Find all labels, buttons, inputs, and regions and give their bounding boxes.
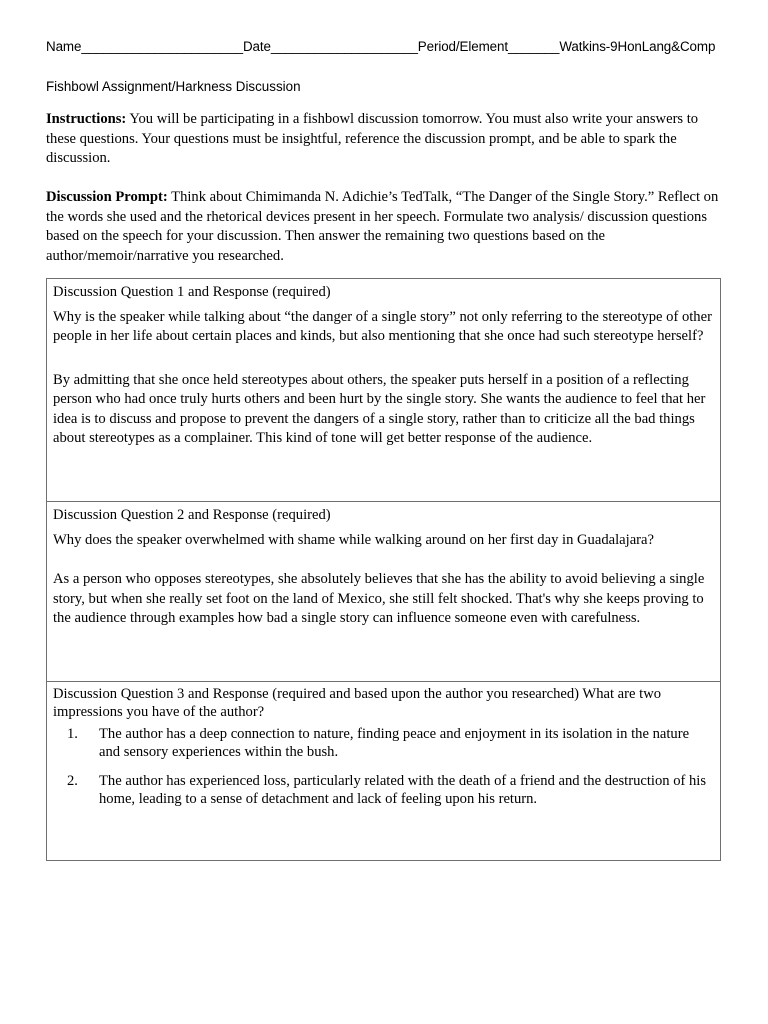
question-2-response: As a person who opposes stereotypes, she absolutely believes that she has the ability to avoid believing a single story, but when she really set foot on the land of Mexico, she still felt shocked. That's why she keeps proving to the audience through examples how bad a single story can influence someone even with carefulness. <box>53 571 705 626</box>
list-item <box>53 726 713 761</box>
list-item-text: The author has experienced loss, particularly related with the death of a friend and the destruction of his home, leading to a sense of detachment and lack of feeling upon his return. <box>99 773 707 807</box>
impressions-list <box>53 726 713 808</box>
question-2-heading: Discussion Question 2 and Response (required) <box>53 507 331 523</box>
question-3-cell <box>47 682 720 862</box>
discussion-prompt-label: Discussion Prompt: <box>46 189 168 205</box>
question-2-text: Why does the speaker overwhelmed with shame while walking around on her first day in Guadalajara? <box>53 531 654 548</box>
question-1-cell <box>47 279 720 502</box>
discussion-prompt-paragraph <box>46 188 726 266</box>
question-1-text: Why is the speaker while talking about “the danger of a single story” not only referring to the stereotype of other people in her life about certain places and kinds, but also mentioning that she once had such stereotype herself? <box>53 308 712 344</box>
list-item-number: 1. <box>67 726 78 742</box>
question-3-heading: Discussion Question 3 and Response (required and based upon the author you researched) What are two impressions you have of the author? <box>53 686 662 720</box>
discussion-prompt-text: Think about Chimimanda N. Adichie’s TedTalk, “The Danger of the Single Story.” Reflect on the words she used and the rhetorical devices present in her speech. Formulate two analysis/ discussion questions based on the speech for your discussion. Then answer the remaining two questions based on the author/memoir/narrative you researched. <box>46 189 719 264</box>
list-item-text: The author has a deep connection to nature, finding peace and enjoyment in its isolation in the nature and sensory experiences within the bush. <box>99 726 690 760</box>
question-2-cell <box>47 502 720 682</box>
header-fields-line: Name______________________Date____________________Period/Element_______Watkins-9HonLang&Comp <box>46 39 716 54</box>
question-1-heading: Discussion Question 1 and Response (required) <box>53 284 331 300</box>
assignment-title: Fishbowl Assignment/Harkness Discussion <box>46 79 301 94</box>
list-item-number: 2. <box>67 773 78 789</box>
question-1-response: By admitting that she once held stereotypes about others, the speaker puts herself in a position of a reflecting person who had once truly hurts others and been hurt by the single story. She wants the audience to feel that her idea is to discuss and propose to prevent the dangers of a single story, rather than to criticize all the bad things about stereotypes as a complainer. This kind of tone will get better response of the audience. <box>53 371 706 446</box>
questions-table <box>46 278 721 861</box>
list-item <box>53 773 713 808</box>
instructions-label: Instructions: <box>46 111 127 127</box>
instructions-paragraph <box>46 110 726 169</box>
instructions-text: You will be participating in a fishbowl discussion tomorrow. You must also write your answers to these questions. Your questions must be insightful, reference the discussion prompt, and be able to spark the discussion. <box>46 111 699 166</box>
